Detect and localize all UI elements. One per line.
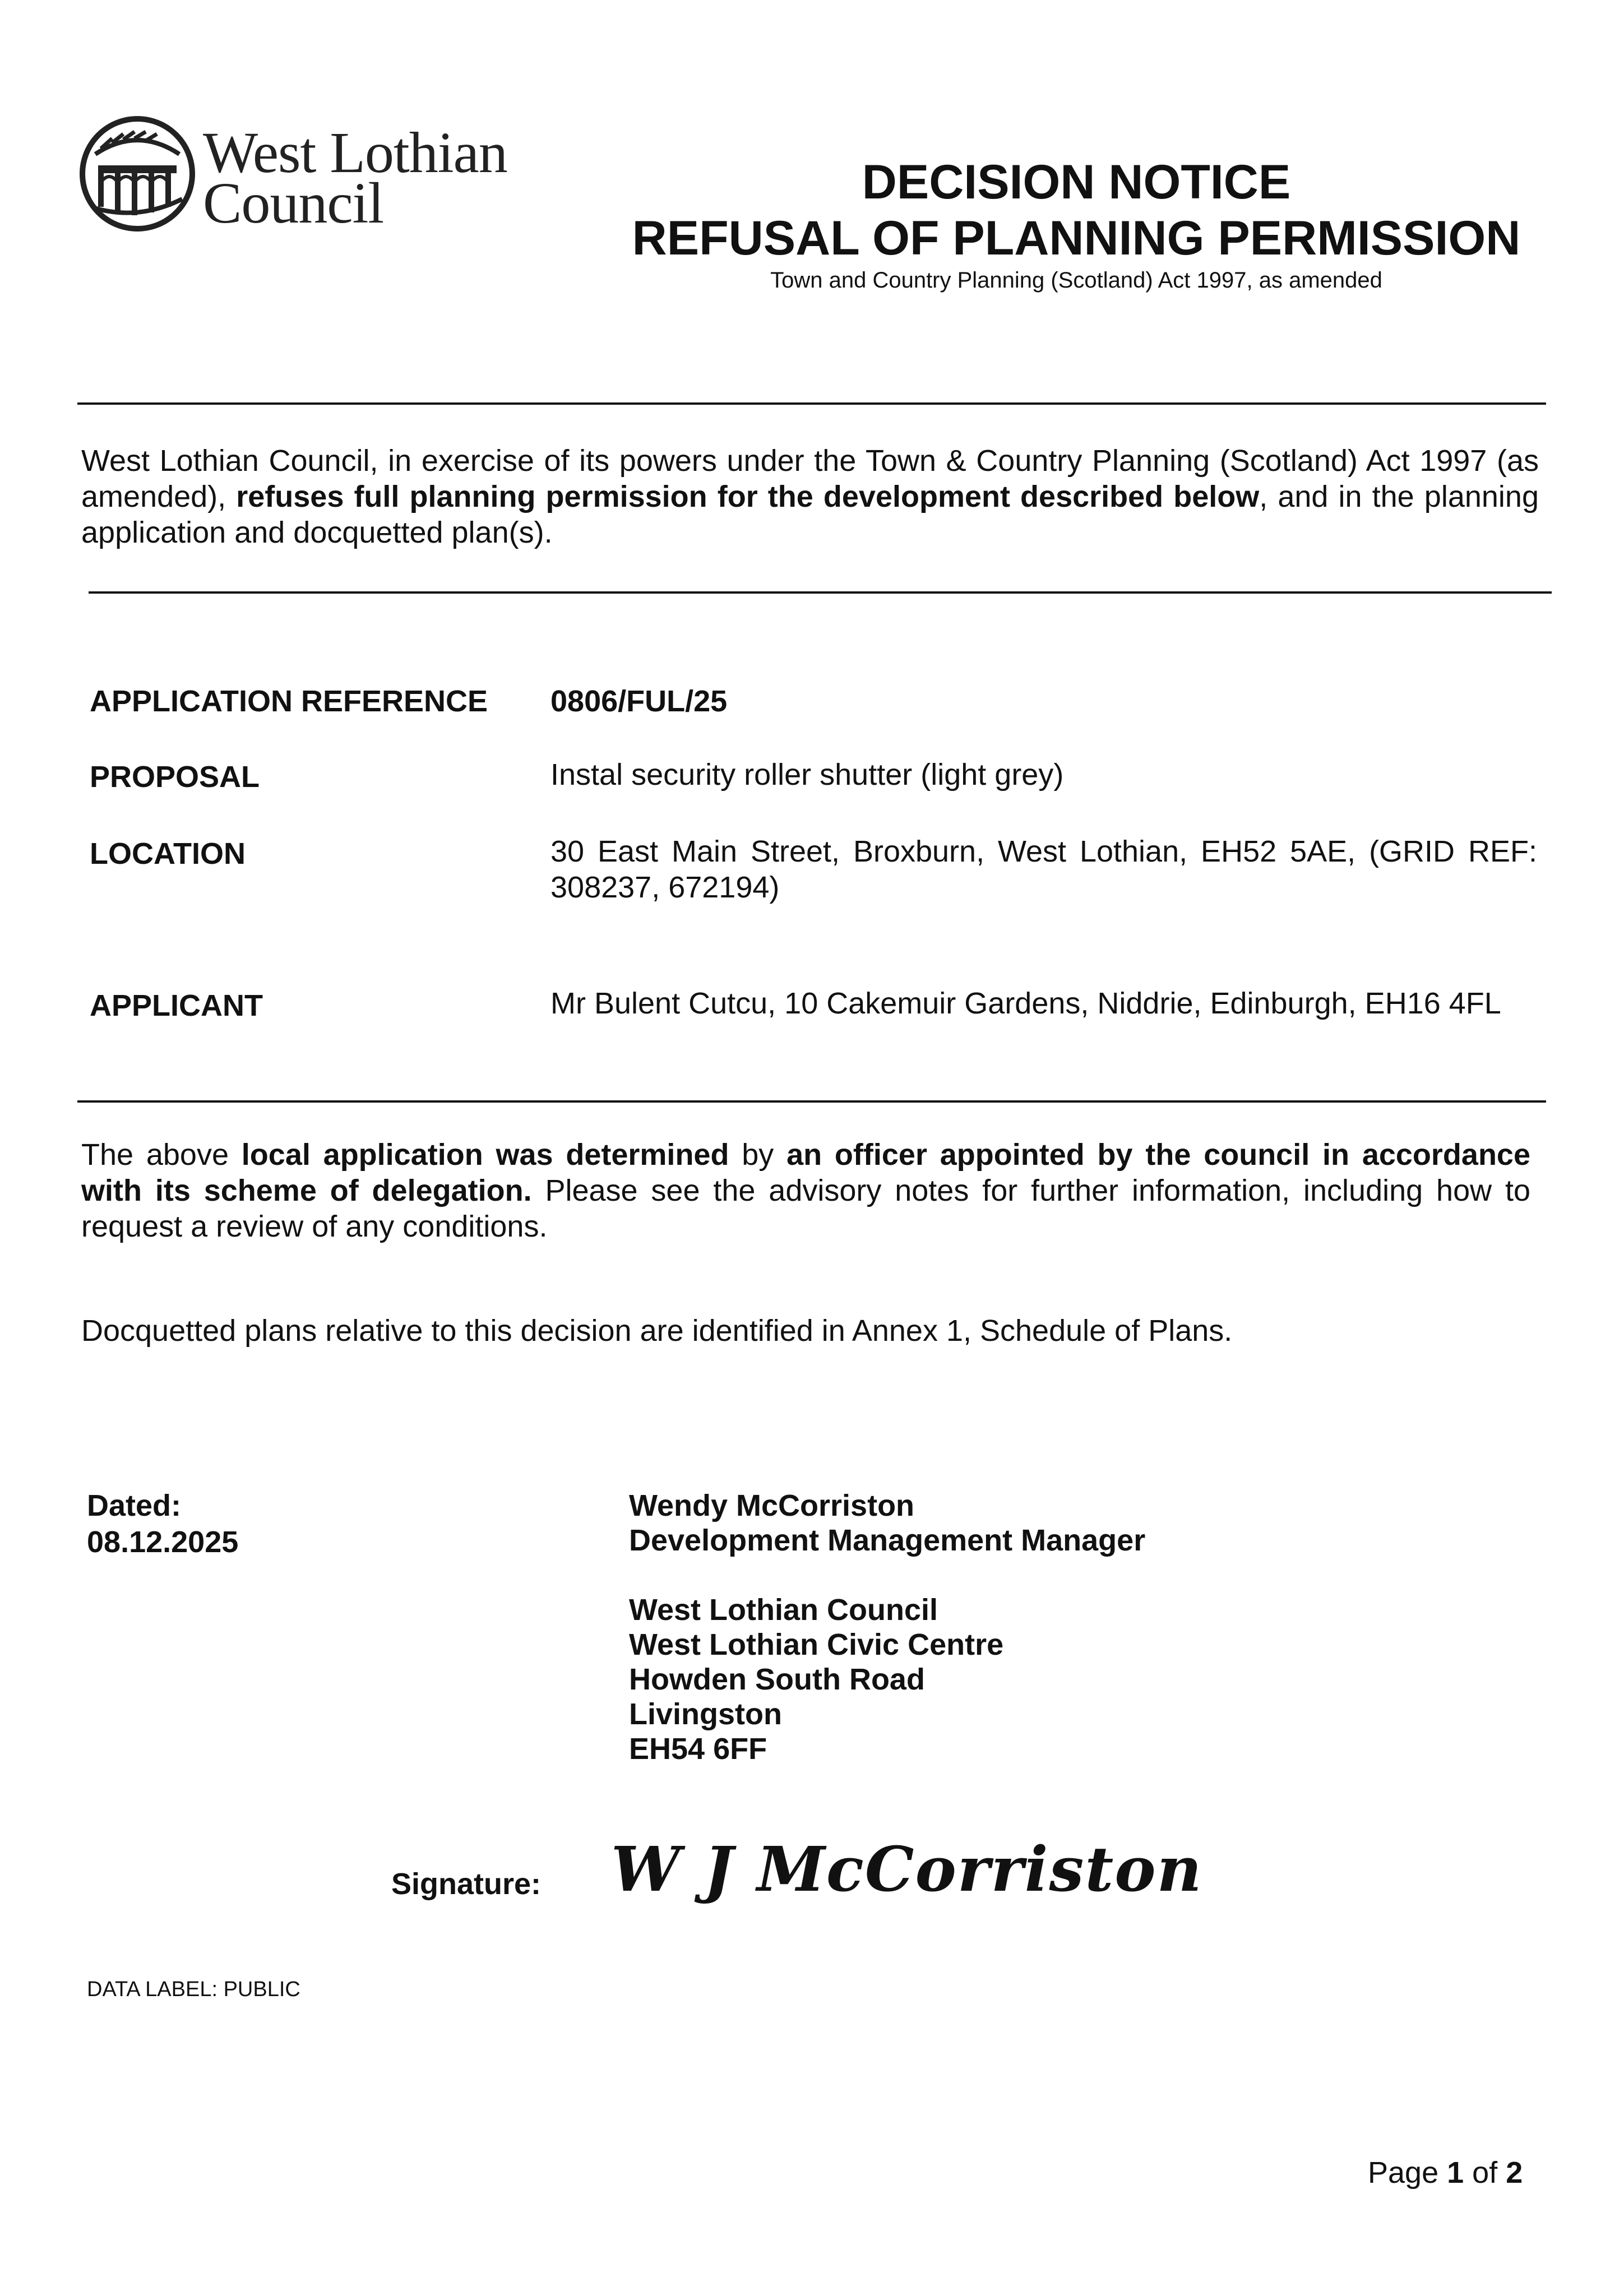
council-logo (78, 115, 527, 244)
viaduct-emblem-icon (78, 115, 196, 233)
applicant-label: APPLICANT (90, 989, 263, 1022)
address-line: West Lothian Civic Centre (629, 1628, 1004, 1661)
page-number (1368, 2155, 1523, 2190)
location-value: 30 East Main Street, Broxburn, West Lothian, EH52 5AE, (GRID REF: 308237, 672194) (550, 835, 1537, 904)
handwritten-signature: W J McCorriston (611, 1833, 1203, 1905)
notice-subtitle-refusal: REFUSAL OF PLANNING PERMISSION (632, 211, 1521, 265)
page-of: of (1464, 2156, 1506, 2189)
determination-text-3: Please see the advisory notes for further information, including how to request a review of any conditions. (81, 1174, 1530, 1243)
signatory-block (629, 1488, 1145, 1766)
address-line: Howden South Road (629, 1663, 925, 1696)
address-line: Livingston (629, 1697, 782, 1731)
proposal-label: PROPOSAL (90, 760, 260, 794)
intro-text-bold: refuses full planning permission for the development described below (236, 480, 1260, 513)
divider-bottom (77, 1100, 1546, 1103)
address-line: EH54 6FF (629, 1732, 767, 1766)
determination-text-1: The above (81, 1138, 242, 1172)
determination-bold-2: an officer appointed by the council in accordance with its scheme of delegation. (81, 1138, 1530, 1207)
intro-text-1: West Lothian Council, in exercise of its powers under the Town & Country Planning (Scotland) Act 1997 (as amended), (81, 444, 1539, 513)
intro-text-2: , and in the planning application and docquetted plan(s). (81, 480, 1539, 549)
docquetted-plans-note: Docquetted plans relative to this decision are identified in Annex 1, Schedule of Plans. (81, 1314, 1233, 1348)
determination-paragraph (81, 1137, 1530, 1244)
logo-text-line1: West Lothian (203, 121, 507, 185)
logo-text-line2: Council (203, 171, 384, 235)
divider-middle (89, 591, 1552, 594)
reference-value: 0806/FUL/25 (550, 684, 728, 718)
applicant-value: Mr Bulent Cutcu, 10 Cakemuir Gardens, Niddrie, Edinburgh, EH16 4FL (550, 987, 1501, 1020)
divider-top (77, 402, 1546, 405)
page-prefix: Page (1368, 2156, 1447, 2189)
signature-label: Signature: (391, 1867, 542, 1901)
page-total: 2 (1506, 2156, 1523, 2189)
reference-label: APPLICATION REFERENCE (90, 684, 488, 718)
address-line: West Lothian Council (629, 1593, 938, 1627)
determination-text-2: by (729, 1138, 787, 1172)
dated-label: Dated: (87, 1489, 182, 1522)
signatory-role: Development Management Manager (629, 1524, 1146, 1557)
dated-value: 08.12.2025 (87, 1525, 239, 1559)
signatory-name: Wendy McCorriston (629, 1489, 915, 1522)
determination-bold-1: local application was determined (241, 1138, 729, 1172)
proposal-value: Instal security roller shutter (light grey) (550, 758, 1064, 791)
notice-title: DECISION NOTICE (862, 155, 1291, 209)
act-reference: Town and Country Planning (Scotland) Act 1997, as amended (770, 268, 1382, 293)
location-label: LOCATION (90, 837, 246, 871)
intro-paragraph (81, 443, 1539, 550)
data-label: DATA LABEL: PUBLIC (87, 1978, 300, 2001)
page-current: 1 (1447, 2156, 1464, 2189)
